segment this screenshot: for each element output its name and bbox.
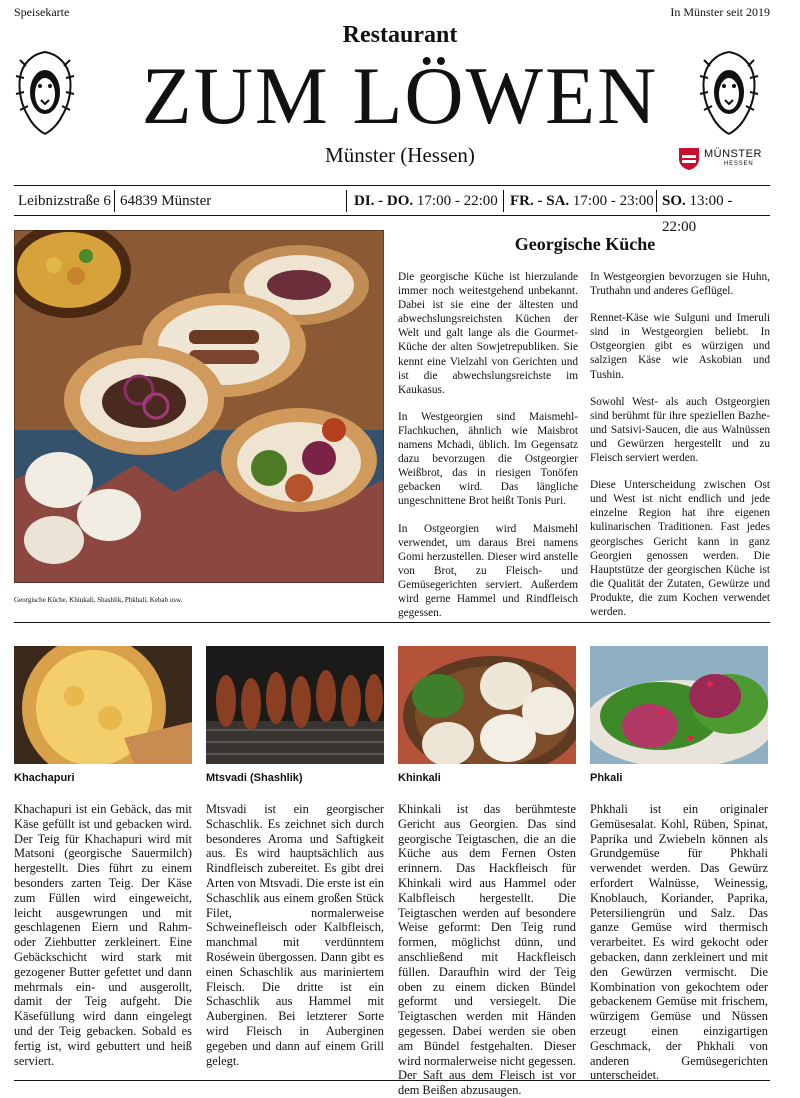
divider [346, 190, 347, 212]
hours-entry [510, 188, 654, 214]
dish-description: Phkhali ist ein originaler Gemüsesalat. Kohl, Rüben, Spinat, Paprika und Zwiebeln können als Grundgemüse für Phkhali verwendet werden. Das Gewürz erfordert Walnüsse, Weinessig, Knoblauch, Koriander, Paprika, Petersiliengrün und Salz. Das ganze Gemüse wird thermisch verarbeitet. Es wird gekocht oder gebacken, dann zerkleinert und mit den Gewürzen vermischt. Die Kombination von gekochtem oder gebackenem Gemüse mit frischem, würzigem Gemüse und Nüssen erzeugt einen einzigartigen Geschmack, der Phkhali von anderen Gemüsegerichten unterscheidet. [590, 802, 768, 1083]
article-column-2 [590, 270, 770, 632]
logo-text: MÜNSTER [704, 148, 762, 160]
dish-title: Khinkali [398, 772, 441, 784]
article-title: Georgische Küche [514, 234, 656, 254]
divider [14, 185, 770, 186]
dish-description: Mtsvadi ist ein georgischer Schaschlik. Es zeichnet sich durch besonderes Aroma und Saftigkeit aus. Es wird hauptsächlich aus Rindfleisch zubereitet. Es gibt drei Arten von Mtsvadi. Die erste ist ein Schaschlik aus einem großen Stück Filet, normalerweise Schweinefleisch oder Kalbfleisch, manchmal mit verdünntem Roséwein übergossen. Dann gibt es einen Schaschlik aus mariniertem Fleisch. Die dritte ist ein Schaschlik aus Hammel mit Auberginen. Bei letzterer Sorte wird Fleisch in Auberginen gegeben und dann auf einem Grill gelegt. [206, 802, 384, 1068]
article-paragraph: In Westgeorgien sind Maismehl-Flachkuchen, ähnlich wie Maisbrot namens Mchadi, üblich. Im Gegensatz dazu bevorzugen die Ostgeorgier Weißbrot, das in riesigen Tonöfen gebacken wird. Das längliche ungeschnittene Brot heißt Tonis Puri. [398, 410, 578, 508]
dish-description: Khinkali ist das berühmteste Gericht aus Georgien. Das sind georgische Teigtaschen, die an die Küche aus dem Fernen Osten erinnern. Das Hackfleisch für Khinkali wird aus Hammel oder Kalbfleisch hergestellt. Die Teigtaschen werden auf besondere Weise geformt: Den Teig rund formen, möglichst dünn, und anschließend mit Hackfleisch füllen. Daraufhin wird der Teig oben zu einem dicken Bündel geformt und versiegelt. Die Teigtaschen werden mit Händen gegessen. Dabei werden sie oben am Bündel festgehalten. Dieser wird normalerweise nicht gegessen. Der Saft aus dem Fleisch ist vor dem Beißen abzusaugen. [398, 802, 576, 1098]
menu-label: Speisekarte [14, 5, 70, 19]
feature-photo [14, 230, 384, 583]
restaurant-city: Münster (Hessen) [325, 143, 475, 167]
divider [503, 190, 504, 212]
divider [14, 622, 770, 623]
hours-time: 17:00 - 23:00 [572, 193, 654, 209]
divider [656, 190, 657, 212]
divider [114, 190, 115, 212]
dish-title: Khachapuri [14, 772, 75, 784]
divider [14, 215, 770, 216]
dish-description: Khachapuri ist ein Gebäck, das mit Käse gefüllt ist und gebacken wird. Der Teig für Khachapuri wird mit Matsoni (georgische Sauermilch) hergestellt. Dies führt zu einem besonders zarten Teig. Der Käse zum Füllen wird eingeweicht, leicht ausgewrungen und mit geschlagenen Eiern und Rahm- oder Ziehbutter zerkleinert. Eine Gebäckschicht wird stark mit gezogener Butter gefettet und dann mehrmals ein- und ausgerollt, damit der Teig aufgeht. Die Käsefüllung wird dann eingelegt und der Teig gebacken. Sobald es fertig ist, wird gebuttert und heiß serviert. [14, 802, 192, 1068]
hours-entry [662, 188, 770, 235]
hours-days: FR. - SA. [510, 193, 570, 209]
article-paragraph: In Westgeorgien bevorzugen sie Huhn, Truthahn und anderes Geflügel. [590, 271, 770, 298]
dish-photo-phkali [590, 646, 768, 764]
hours-entry [354, 188, 498, 214]
article-paragraph: Die georgische Küche ist hierzulande immer noch weitestgehend unbekannt. Dabei ist sie eine der ältesten und abwechslungsreichsten Küchen der Welt und galt lange als die Gourmet-Küche der alten Sowjetrepubliken. Sie kennt eine Vielzahl von Gerichten und ist die abwechslungsreichste im Kaukasus. [398, 271, 578, 396]
restaurant-label: Restaurant [342, 22, 458, 48]
article-paragraph: Diese Unterscheidung zwischen Ost und West ist nicht endlich und jede einzelne Region hat ihre eigenen kulinarischen Traditionen. Fast jedes georgisches Gericht kann in ganz Georgien genossen werden. Die Hauptstütze der georgischen Küche ist die Qualität der Zutaten, Gewürze und Produkte, die zum Kochen verwendet werden. [590, 479, 770, 618]
hours-days: DI. - DO. [354, 193, 414, 209]
address-zip-city: 64839 Münster [120, 193, 212, 209]
municipality-logo [678, 146, 770, 172]
info-bar [14, 188, 770, 235]
article-paragraph: In Ostgeorgien wird Maismehl verwendet, um daraus Brei namens Gomi herzustellen. Dieser wird anstelle von Brot, zu Fleisch- und Gemüsegerichten serviert. Außerdem wird gerne Hammel und Rindfleisch gegessen. [398, 522, 578, 620]
since-label: In Münster seit 2019 [670, 5, 770, 19]
dish-photo-khachapuri [14, 646, 192, 764]
restaurant-name: ZUM LÖWEN [141, 50, 659, 141]
dish-photo-mtsvadi [206, 646, 384, 764]
dish-title: Phkali [590, 772, 623, 784]
coat-of-arms-icon [678, 147, 700, 171]
address-street: Leibnizstraße 6 [18, 193, 111, 209]
divider [14, 1080, 770, 1081]
image-caption: Georgische Küche, Khinkali, Shashlik, Phkhali, Kebab usw. [14, 596, 183, 604]
logo-subtext: HESSEN [724, 161, 754, 167]
article-paragraph: Rennet-Käse wie Sulguni und Imeruli sind in Westgeorgien beliebt. In Ostgeorgien gibt es würzigen und salzigen Käse wie Askobian und Tushin. [590, 312, 770, 381]
article-paragraph: Sowohl West- als auch Ostgeorgien sind berühmt für ihre speziellen Bazhe- und Satsivi-Saucen, die aus Walnüssen und Gewürzen hergestellt und zu Fleisch serviert werden. [590, 395, 770, 465]
dish-title: Mtsvadi (Shashlik) [206, 772, 303, 784]
hours-time: 17:00 - 22:00 [416, 193, 498, 209]
article-column-1 [398, 270, 578, 633]
hours-time: 13:00 - 22:00 [662, 193, 733, 235]
dish-photo-khinkali [398, 646, 576, 764]
hours-days: SO. [662, 193, 686, 209]
